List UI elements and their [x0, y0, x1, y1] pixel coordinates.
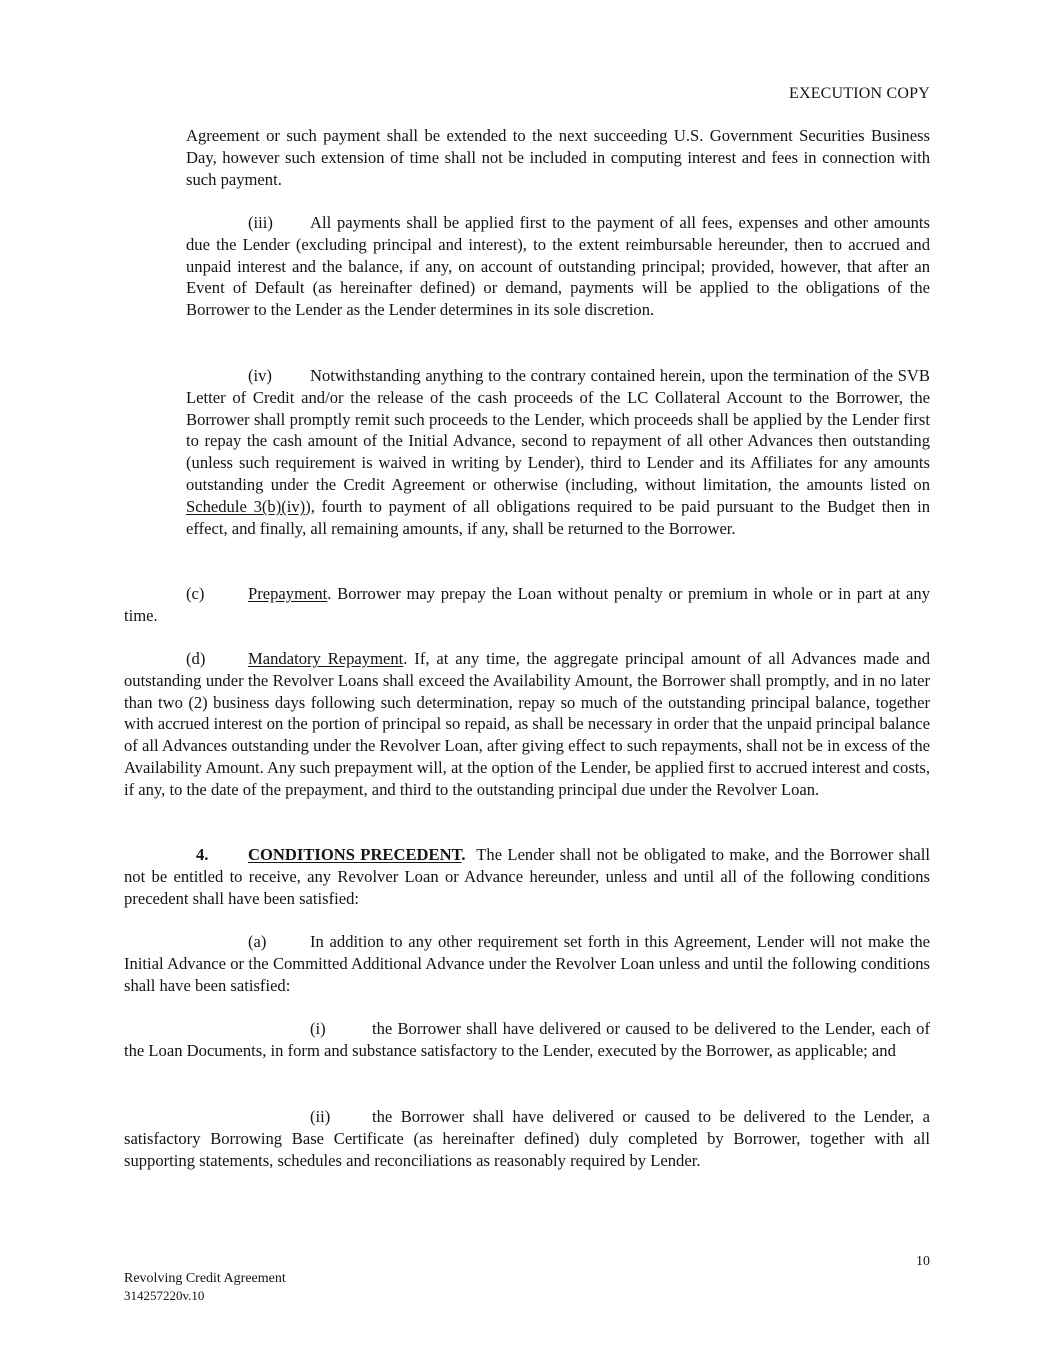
footer-document-title: Revolving Credit Agreement	[124, 1271, 286, 1286]
paragraph-4a-i	[124, 1018, 930, 1062]
paragraph-text: . Borrower may prepay the Loan without penalty or premium in whole or in part at any time.	[124, 584, 930, 625]
clause-number: (c)	[186, 584, 205, 603]
paragraph-text: Agreement or such payment shall be extended to the next succeeding U.S. Government Securities Business Day, however such extension of time shall not be included in computing interest and fees in connection with such payment.	[186, 126, 930, 189]
clause-number: (a)	[248, 932, 267, 951]
paragraph-text: the Borrower shall have delivered or caused to be delivered to the Lender, each of the Loan Documents, in form and substance satisfactory to the Lender, executed by the Borrower, as applicable; and	[124, 1019, 930, 1060]
section-heading: CONDITIONS PRECEDENT	[248, 845, 462, 864]
clause-heading: Prepayment	[248, 584, 328, 603]
paragraph-text: The Lender shall not be obligated to make, and the Borrower shall not be entitled to receive, any Revolver Loan or Advance hereunder, unless and until all of the following conditions precedent shall have been satisfied:	[124, 845, 930, 908]
paragraph-text: Notwithstanding anything to the contrary contained herein, upon the termination of the SVB Letter of Credit and/or the release of the cash proceeds of the LC Collateral Account to the Borrower, the Borrower shall promptly remit such proceeds to the Lender, which proceeds shall be applied by the Lender first to repay the cash amount of the Initial Advance, second to repayment of all other Advances then outstanding (unless such requirement is waived in writing by Lender), third to Lender and its Affiliates for any amounts outstanding under the Credit Agreement or otherwise (including, without limitation, the amounts listed on	[186, 366, 930, 494]
clause-number: (iv)	[248, 366, 272, 385]
paragraph-text: All payments shall be applied first to the payment of all fees, expenses and other amounts due the Lender (excluding principal and interest), to the extent reimbursable hereunder, then to accrued and unpaid interest and the balance, if any, on account of outstanding principal; provided, however, that after an Event of Default (as hereinafter defined) or demand, payments will be applied to the obligations of the Borrower to the Lender as the Lender determines in its sole discretion.	[186, 213, 930, 320]
paragraph-iv	[186, 365, 930, 539]
paragraph-c-prepayment	[124, 583, 930, 627]
section-heading-period: .	[461, 845, 466, 864]
schedule-reference-link[interactable]: Schedule 3(b)(iv)	[186, 496, 306, 516]
paragraph-continuation	[186, 125, 930, 190]
execution-copy-label: EXECUTION COPY	[788, 85, 930, 102]
clause-number: (i)	[310, 1019, 326, 1038]
section-4-conditions-precedent	[124, 844, 930, 909]
page-number: 10	[916, 1254, 930, 1269]
clause-heading: Mandatory Repayment	[248, 649, 404, 668]
paragraph-4a	[124, 931, 930, 996]
paragraph-4a-ii	[124, 1106, 930, 1171]
clause-number: (d)	[186, 649, 206, 668]
section-number: 4.	[196, 845, 209, 864]
clause-number: (iii)	[248, 213, 273, 232]
paragraph-text: . If, at any time, the aggregate principal amount of all Advances made and outstanding under the Revolver Loans shall exceed the Availability Amount, the Borrower shall promptly, and in no later than two (2) business days following such determination, repay so much of the outstanding principal balance, together with accrued interest on the portion of principal so repaid, as shall be necessary in order that the unpaid principal balance of all Advances outstanding under the Revolver Loan, after giving effect to such repayments, shall not be in excess of the Availability Amount. Any such prepayment will, at the option of the Lender, be applied first to accrued interest and costs, if any, to the date of the prepayment, and third to the outstanding principal due under the Revolver Loan.	[124, 649, 930, 799]
paragraph-d-mandatory-repayment	[124, 648, 930, 801]
paragraph-iii	[186, 212, 930, 321]
paragraph-text: ), fourth to payment of all obligations required to be paid pursuant to the Budget then in effect, and finally, all remaining amounts, if any, shall be returned to the Borrower.	[186, 496, 931, 538]
footer-document-id: 314257220v.10	[124, 1288, 205, 1303]
clause-number: (ii)	[310, 1107, 331, 1126]
paragraph-text: the Borrower shall have delivered or caused to be delivered to the Lender, a satisfactory Borrowing Base Certificate (as hereinafter defined) duly completed by Borrower, together with all supporting statements, schedules and reconciliations as reasonably required by Lender.	[124, 1107, 930, 1170]
paragraph-text: In addition to any other requirement set forth in this Agreement, Lender will not make the Initial Advance or the Committed Additional Advance under the Revolver Loan unless and until the following conditions shall have been satisfied:	[124, 932, 930, 995]
